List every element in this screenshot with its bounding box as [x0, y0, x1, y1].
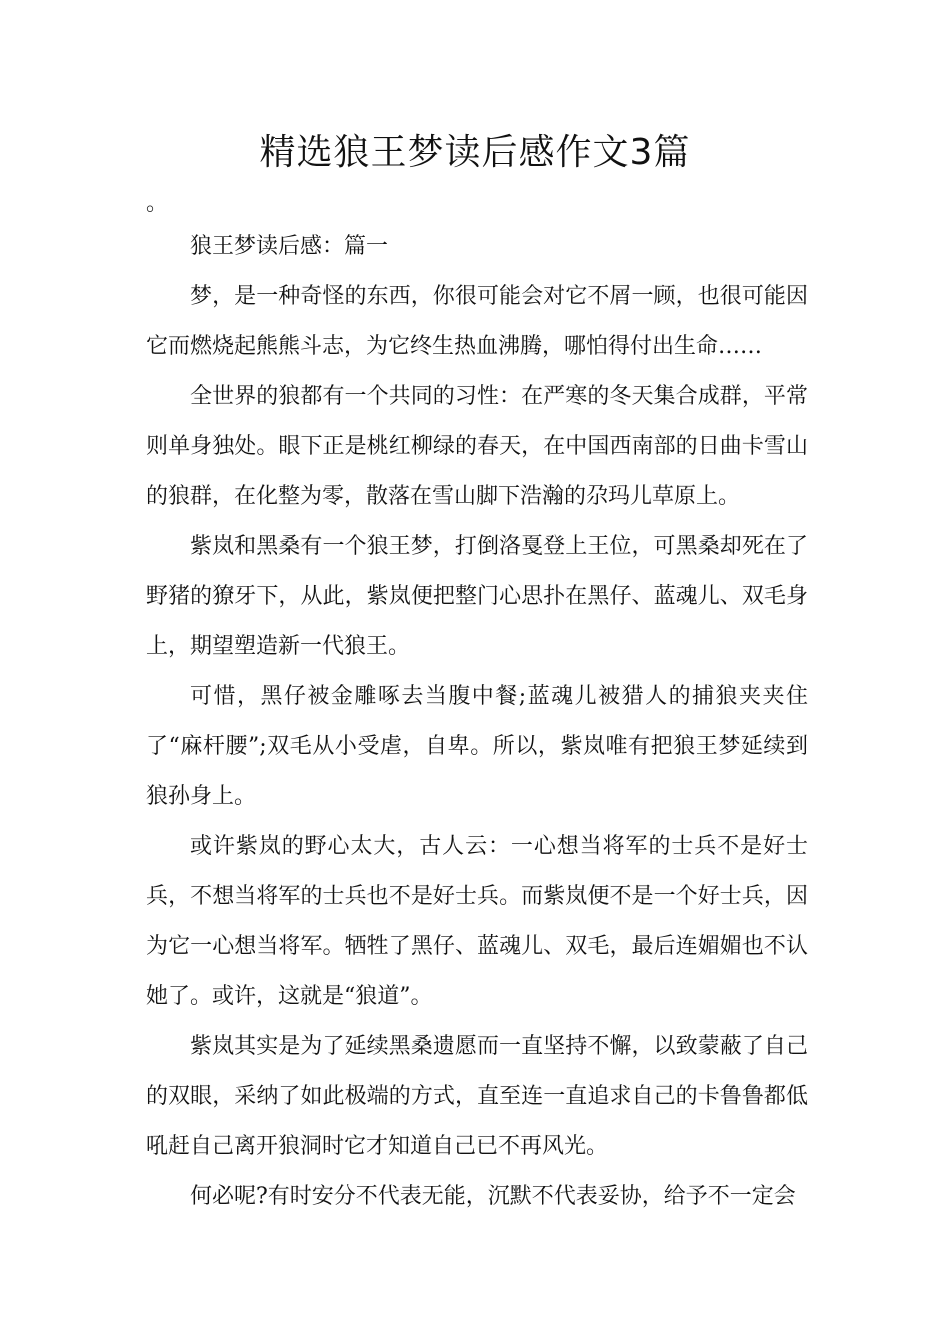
- paragraph: 全世界的狼都有一个共同的习性：在严寒的冬天集合成群，平常则单身独处。眼下正是桃红柳绿的春天，在中国西南部的日曲卡雪山的狼群，在化整为零，散落在雪山脚下浩瀚的尕玛儿草原上。: [146, 384, 808, 509]
- paragraph: 梦，是一种奇怪的东西，你很可能会对它不屑一顾，也很可能因它而燃烧起熊熊斗志，为它终生热血沸腾，哪怕得付出生命……: [146, 284, 808, 359]
- paragraph: 紫岚和黑桑有一个狼王梦，打倒洛戛登上王位，可黑桑却死在了野猪的獠牙下，从此，紫岚便把整门心思扑在黑仔、蓝魂儿、双毛身上，期望塑造新一代狼王。: [146, 534, 808, 659]
- paragraph: 可惜，黑仔被金雕啄去当腹中餐;蓝魂儿被猎人的捕狼夹夹住了“麻杆腰”;双毛从小受虐，自卑。所以，紫岚唯有把狼王梦延续到狼孙身上。: [146, 684, 808, 809]
- paragraph: 何必呢?有时安分不代表无能，沉默不代表妥协，给予不一定会: [190, 1184, 796, 1209]
- paragraph: 紫岚其实是为了延续黑桑遗愿而一直坚持不懈，以致蒙蔽了自己的双眼，采纳了如此极端的方式，直至连一直追求自己的卡鲁鲁都低吼赶自己离开狼洞时它才知道自己已不再风光。: [146, 1034, 808, 1159]
- paragraph: 或许紫岚的野心太大，古人云：一心想当将军的士兵不是好士兵，不想当将军的士兵也不是好士兵。而紫岚便不是一个好士兵，因为它一心想当将军。牺牲了黑仔、蓝魂儿、双毛，最后连媚媚也不认她了。或许，这就是“狼道”。: [146, 834, 808, 1009]
- lead-mark: 。: [146, 191, 169, 216]
- section-heading: 狼王梦读后感：篇一: [190, 234, 389, 259]
- document-body: [146, 188, 808, 1222]
- document-title: 精选狼王梦读后感作文3篇: [259, 132, 691, 173]
